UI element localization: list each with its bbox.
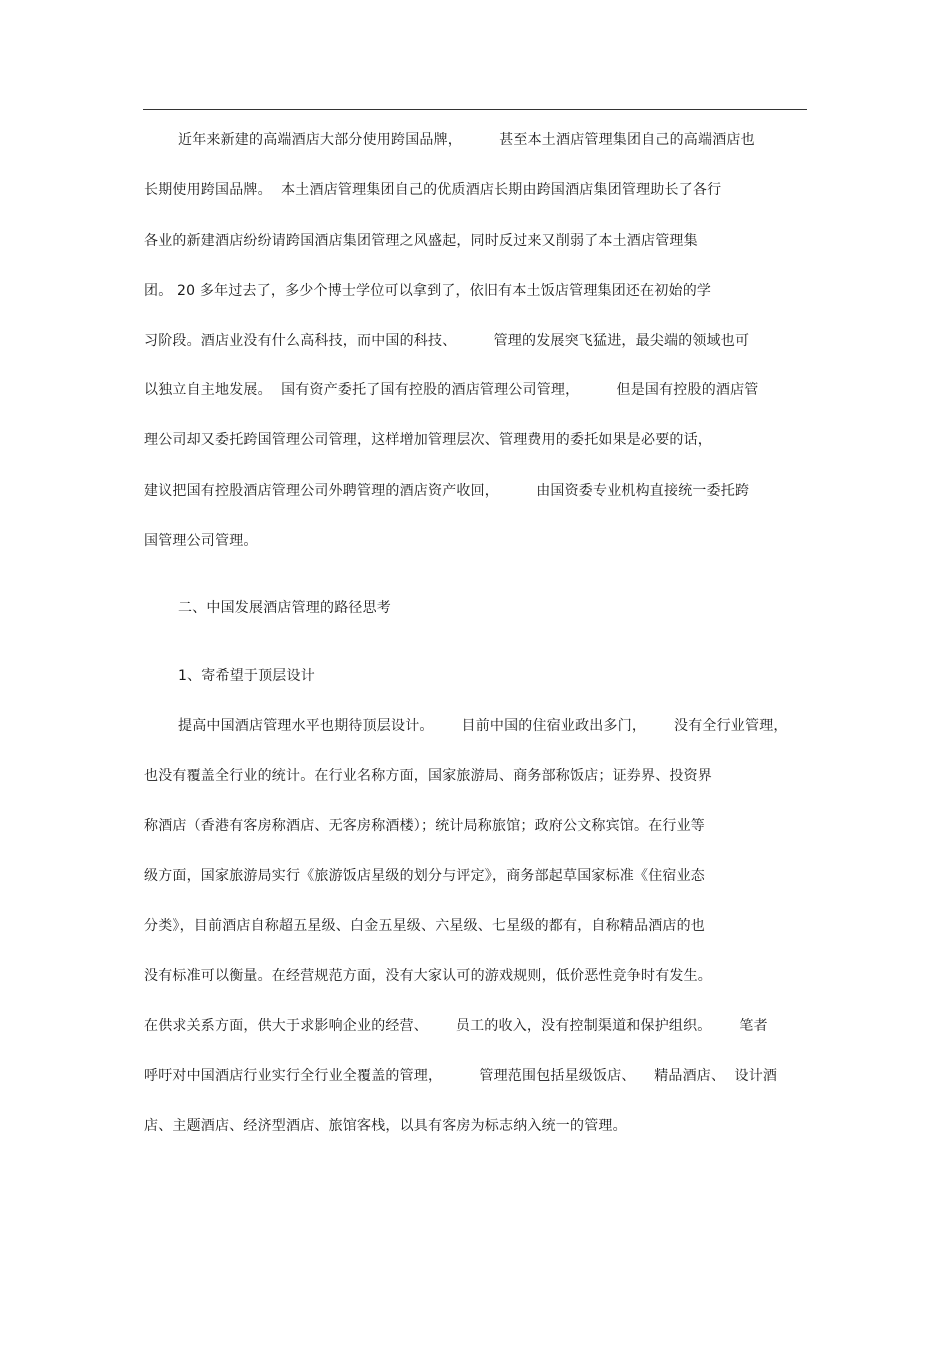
paragraph-1-line-3: 各业的新建酒店纷纷请跨国酒店集团管理之风盛起，同时反过来又削弱了本土酒店管理集 xyxy=(144,233,698,249)
paragraph-1-line-1: 近年来新建的高端酒店大部分使用跨国品牌， 甚至本土酒店管理集团自己的高端酒店也 xyxy=(178,132,755,148)
paragraph-1-line-4: 团。 20 多年过去了，多少个博士学位可以拿到了，依旧有本土饭店管理集团还在初始的学 xyxy=(144,283,712,299)
paragraph-2-line-2: 也没有覆盖全行业的统计。在行业名称方面，国家旅游局、商务部称饭店；证券界、投资界 xyxy=(144,768,712,784)
paragraph-2-line-5: 分类》，目前酒店自称超五星级、白金五星级、六星级、七星级的都有，自称精品酒店的也 xyxy=(144,918,705,934)
paragraph-1-line-8: 建议把国有控股酒店管理公司外聘管理的酒店资产收回， 由国资委专业机构直接统一委托跨 xyxy=(144,483,750,499)
paragraph-2-line-4: 级方面，国家旅游局实行《旅游饭店星级的划分与评定》，商务部起草国家标准《住宿业态 xyxy=(144,868,705,884)
paragraph-2-line-6: 没有标准可以衡量。在经营规范方面，没有大家认可的游戏规则，低价恶性竞争时有发生。 xyxy=(144,968,712,984)
paragraph-2-line-8: 呼吁对中国酒店行业实行全行业全覆盖的管理， 管理范围包括星级饭店、 精品酒店、 设计酒 xyxy=(144,1068,778,1084)
paragraph-2-line-1: 提高中国酒店管理水平也期待顶层设计。 目前中国的住宿业政出多门， 没有全行业管理， xyxy=(178,718,788,734)
paragraph-1-line-5: 习阶段。酒店业没有什么高科技，而中国的科技、 管理的发展突飞猛进，最尖端的领域也可 xyxy=(144,333,750,349)
subsection-heading: 1、寄希望于顶层设计 xyxy=(178,668,315,684)
paragraph-2-line-3: 称酒店（香港有客房称酒店、无客房称酒楼）；统计局称旅馆；政府公文称宾馆。在行业等 xyxy=(144,818,705,834)
paragraph-1-line-2: 长期使用跨国品牌。 本土酒店管理集团自己的优质酒店长期由跨国酒店集团管理助长了各行 xyxy=(144,182,722,198)
paragraph-1-line-6: 以独立自主地发展。 国有资产委托了国有控股的酒店管理公司管理， 但是国有控股的酒店管 xyxy=(144,382,759,398)
paragraph-2-line-7: 在供求关系方面，供大于求影响企业的经营、 员工的收入，没有控制渠道和保护组织。 笔者 xyxy=(144,1018,768,1034)
paragraph-2-line-9: 店、主题酒店、经济型酒店、旅馆客栈，以具有客房为标志纳入统一的管理。 xyxy=(144,1118,627,1134)
paragraph-1-line-7: 理公司却又委托跨国管理公司管理，这样增加管理层次、管理费用的委托如果是必要的话， xyxy=(144,432,712,448)
header-rule xyxy=(143,109,807,110)
section-heading: 二、中国发展酒店管理的路径思考 xyxy=(178,600,391,616)
paragraph-1-line-9: 国管理公司管理。 xyxy=(144,533,258,549)
